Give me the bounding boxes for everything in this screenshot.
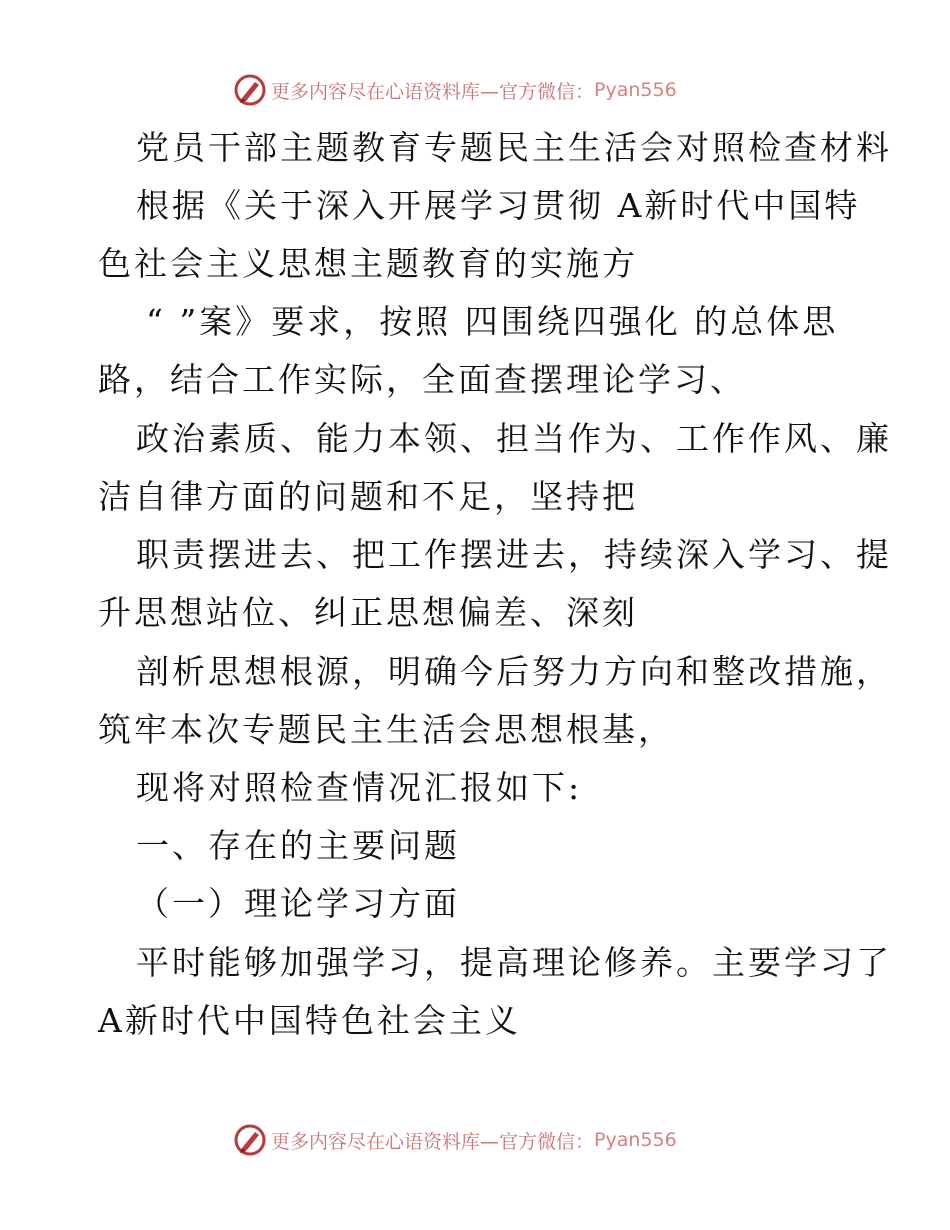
paragraph-line-7: 职责摆进去、把工作摆进去，持续深入学习、提 — [136, 535, 892, 574]
watermark-text: 更多内容尽在心语资料库—官方微信： — [271, 1130, 595, 1153]
pen-logo-icon — [233, 73, 267, 107]
paragraph-line-11: 现将对照检查情况汇报如下: — [136, 768, 583, 807]
paragraph-line-14: 平时能够加强学习，提高理论修养。主要学习了 — [136, 943, 892, 982]
section-heading: 一、存在的主要问题 — [136, 826, 460, 865]
document-title: 党员干部主题教育专题民主生活会对照检查材料 — [136, 128, 892, 167]
subsection-heading: （一）理论学习方面 — [136, 884, 460, 923]
header-watermark — [233, 72, 677, 108]
paragraph-line-15: A新时代中国特色社会主义 — [98, 1001, 521, 1040]
paragraph-line-6: 洁自律方面的问题和不足，坚持把 — [98, 477, 638, 516]
footer-watermark — [233, 1122, 677, 1158]
paragraph-line-5: 政治素质、能力本领、担当作为、工作作风、廉 — [136, 419, 892, 458]
watermark-wechat-id: Pyan556 — [594, 1129, 677, 1151]
paragraph-line-9: 剖析思想根源，明确今后努力方向和整改措施， — [136, 652, 892, 691]
watermark-text: 更多内容尽在心语资料库—官方微信： — [271, 80, 595, 103]
pen-logo-icon — [233, 1123, 267, 1157]
paragraph-line-3: “ ”案》要求，按照 四围绕四强化 的总体思 — [146, 302, 839, 341]
paragraph-line-1: 根据《关于深入开展学习贯彻 A新时代中国特 — [136, 186, 861, 225]
paragraph-line-2: 色社会主义思想主题教育的实施方 — [98, 244, 638, 283]
paragraph-line-10: 筑牢本次专题民主生活会思想根基， — [98, 710, 674, 749]
paragraph-line-8: 升思想站位、纠正思想偏差、深刻 — [98, 593, 638, 632]
paragraph-line-4: 路，结合工作实际，全面查摆理论学习、 — [98, 360, 746, 399]
watermark-wechat-id: Pyan556 — [594, 79, 677, 101]
